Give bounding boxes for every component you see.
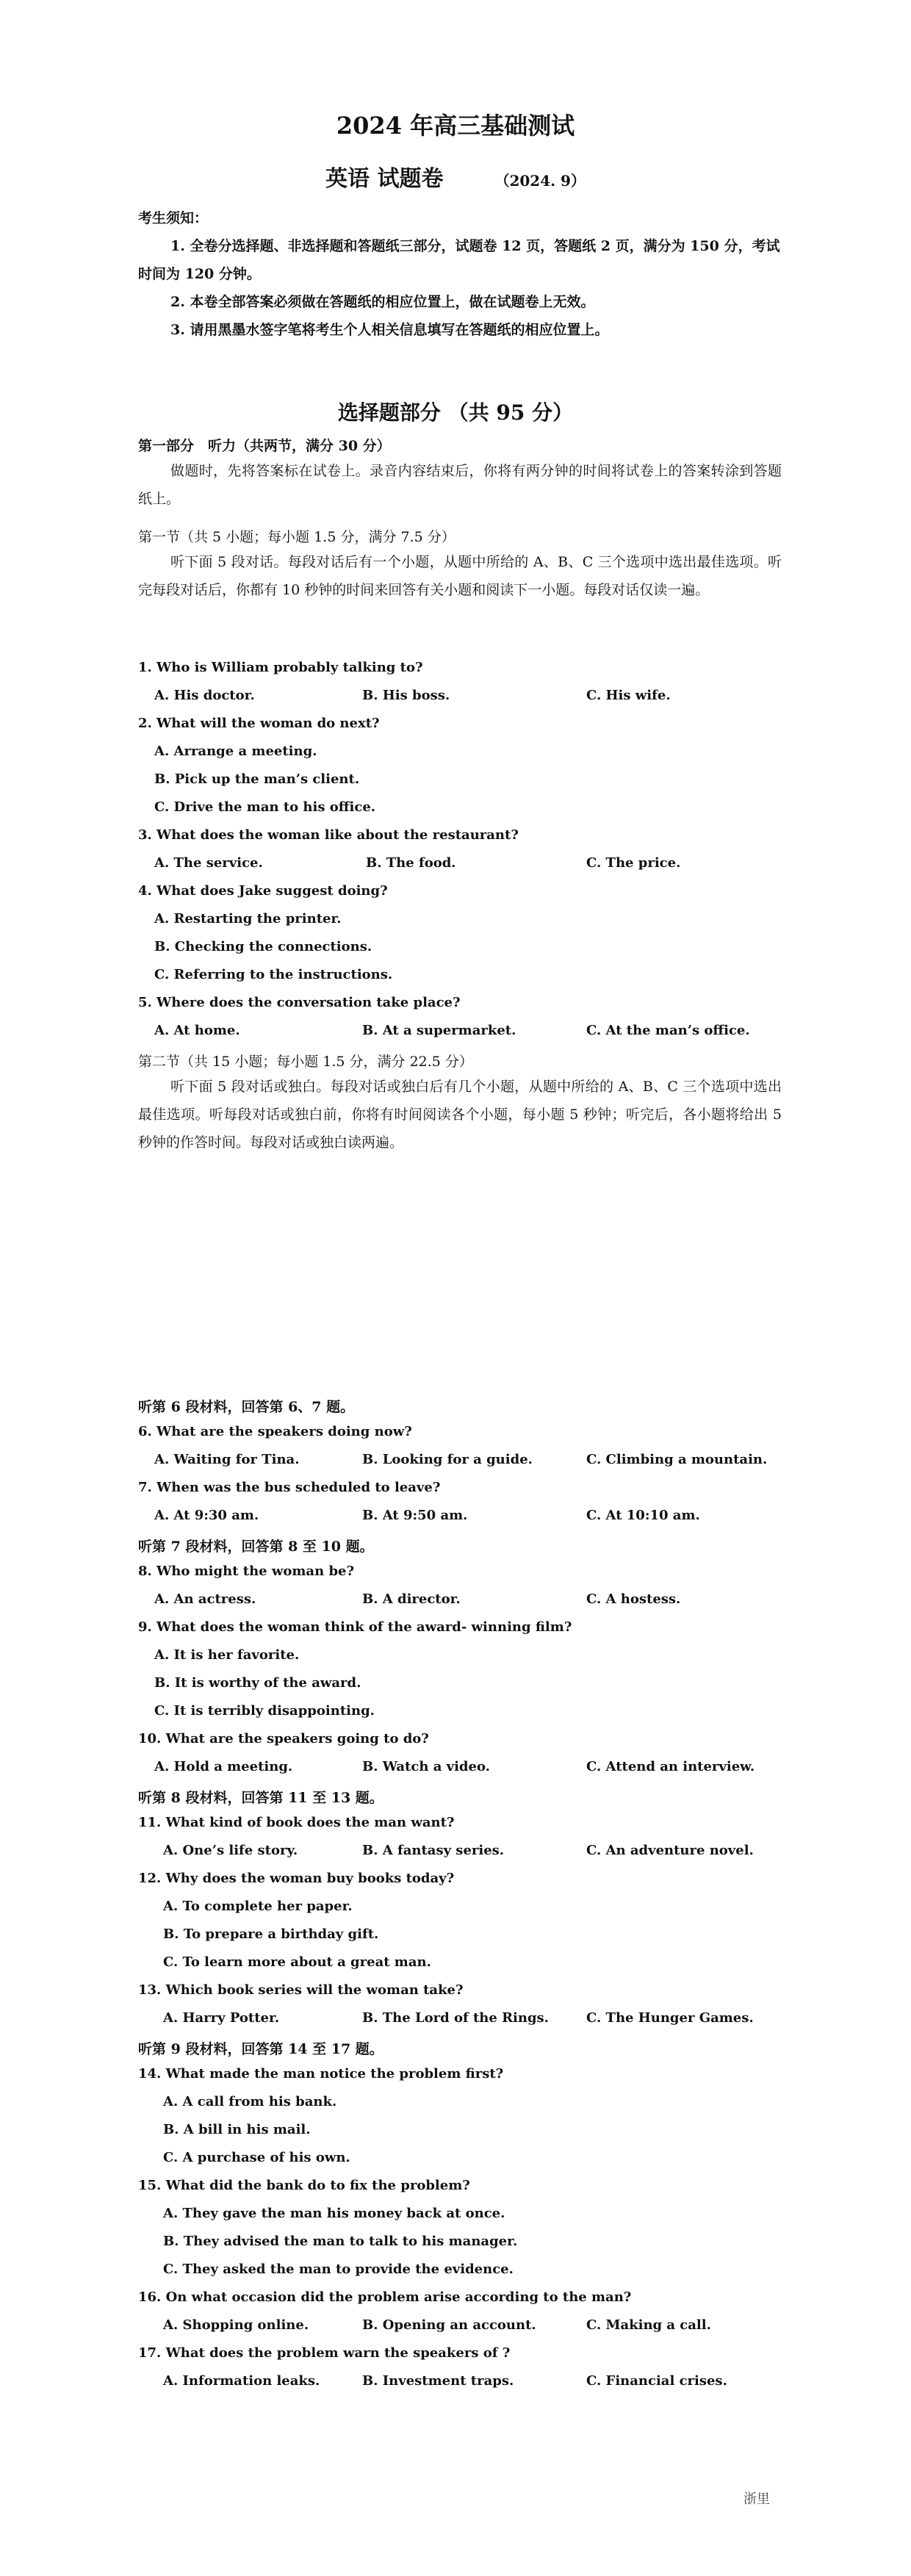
sec2-heading: 第二节（共 15 小题；每小题 1.5 分，满分 22.5 分）: [138, 1054, 473, 1070]
q9-option-c: C. It is terribly disappointing.: [154, 1703, 375, 1719]
part1-heading: 第一部分 听力（共两节，满分 30 分）: [138, 438, 391, 454]
question-9: 9. What does the woman think of the award- winning film?: [138, 1619, 572, 1635]
q1-option-b: B. His boss.: [362, 688, 450, 703]
question-14: 14. What made the man notice the problem first?: [138, 2066, 504, 2082]
q4-option-c: C. Referring to the instructions.: [154, 967, 393, 982]
notice-item-1: 1. 全卷分选择题、非选择题和答题纸三部分，试题卷 12 页，答题纸 2 页，满分为 150 分，考试时间为 120 分钟。: [138, 238, 780, 282]
q6-option-c: C. Climbing a mountain.: [586, 1452, 768, 1467]
q14-option-c: C. A purchase of his own.: [163, 2150, 350, 2165]
section-title: 选择题部分 （共 95 分）: [337, 400, 574, 425]
q5-option-b: B. At a supermarket.: [362, 1023, 516, 1038]
q14-option-b: B. A bill in his mail.: [163, 2122, 311, 2137]
q3-option-b: B. The food.: [366, 855, 456, 871]
q9-option-a: A. It is her favorite.: [154, 1647, 300, 1663]
q9-option-b: B. It is worthy of the award.: [154, 1675, 361, 1691]
q12-option-c: C. To learn more about a great man.: [163, 1954, 431, 1970]
question-5: 5. Where does the conversation take place?: [138, 995, 461, 1010]
q2-option-b: B. Pick up the man’s client.: [154, 771, 360, 787]
q15-option-b: B. They advised the man to talk to his manager.: [163, 2234, 518, 2249]
q5-option-a: A. At home.: [154, 1023, 240, 1038]
q7-option-c: C. At 10:10 am.: [586, 1508, 700, 1523]
sec2-intro: 听下面 5 段对话或独白。每段对话或独白后有几个小题，从题中所给的 A、B、C 三个选项中选出最佳选项。听每段对话或独白前，你将有时间阅读各个小题，每小题 5 秒钟；听完后，各小题将给出 5 秒钟的作答时间。每段对话或独白读两遍。: [138, 1079, 782, 1151]
question-12: 12. Why does the woman buy books today?: [138, 1871, 455, 1886]
exam-subtitle: 英语 试题卷: [325, 166, 444, 192]
q8-option-c: C. A hostess.: [586, 1591, 681, 1607]
question-6: 6. What are the speakers doing now?: [138, 1424, 412, 1439]
q7-option-b: B. At 9:50 am.: [362, 1508, 468, 1523]
q16-option-b: B. Opening an account.: [362, 2317, 536, 2333]
q2-option-c: C. Drive the man to his office.: [154, 799, 376, 815]
page-footer: 浙里: [743, 2492, 770, 2507]
q17-option-a: A. Information leaks.: [163, 2373, 320, 2389]
question-1: 1. Who is William probably talking to?: [138, 660, 423, 675]
q13-option-b: B. The Lord of the Rings.: [362, 2010, 549, 2026]
q10-option-a: A. Hold a meeting.: [154, 1759, 293, 1774]
q7-option-a: A. At 9:30 am.: [154, 1508, 259, 1523]
q4-option-b: B. Checking the connections.: [154, 939, 372, 954]
exam-date: （2024. 9）: [494, 172, 586, 190]
q10-option-c: C. Attend an interview.: [586, 1759, 755, 1774]
q4-option-a: A. Restarting the printer.: [154, 911, 342, 927]
notice-heading: 考生须知：: [138, 210, 209, 226]
material-7: 听第 7 段材料，回答第 8 至 10 题。: [138, 1539, 374, 1555]
q17-option-b: B. Investment traps.: [362, 2373, 514, 2389]
q13-option-c: C. The Hunger Games.: [586, 2010, 754, 2026]
q15-option-a: A. They gave the man his money back at once.: [163, 2206, 505, 2221]
q6-option-a: A. Waiting for Tina.: [154, 1452, 300, 1467]
question-7: 7. When was the bus scheduled to leave?: [138, 1480, 441, 1495]
q6-option-b: B. Looking for a guide.: [362, 1452, 533, 1467]
q3-option-c: C. The price.: [586, 855, 681, 871]
question-3: 3. What does the woman like about the restaurant?: [138, 827, 519, 843]
question-13: 13. Which book series will the woman take?: [138, 1982, 464, 1998]
exam-subtitle-row: [0, 160, 911, 193]
q11-option-b: B. A fantasy series.: [362, 1843, 505, 1858]
q3-option-a: A. The service.: [154, 855, 263, 871]
q11-option-c: C. An adventure novel.: [586, 1843, 754, 1858]
notice-item-3: 3. 请用黑墨水签字笔将考生个人相关信息填写在答题纸的相应位置上。: [170, 322, 609, 338]
question-2: 2. What will the woman do next?: [138, 716, 380, 731]
material-9: 听第 9 段材料，回答第 14 至 17 题。: [138, 2041, 384, 2057]
q16-option-c: C. Making a call.: [586, 2317, 711, 2333]
q15-option-c: C. They asked the man to provide the evidence.: [163, 2262, 514, 2277]
q10-option-b: B. Watch a video.: [362, 1759, 490, 1774]
q1-option-c: C. His wife.: [586, 688, 671, 703]
part1-intro: 做题时，先将答案标在试卷上。录音内容结束后，你将有两分钟的时间将试卷上的答案转涂到答题纸上。: [138, 463, 782, 507]
q14-option-a: A. A call from his bank.: [163, 2094, 337, 2109]
q1-option-a: A. His doctor.: [154, 688, 255, 703]
q13-option-a: A. Harry Potter.: [163, 2010, 280, 2026]
q5-option-c: C. At the man’s office.: [586, 1023, 750, 1038]
question-11: 11. What kind of book does the man want?: [138, 1815, 455, 1830]
q8-option-a: A. An actress.: [154, 1591, 256, 1607]
material-6: 听第 6 段材料，回答第 6、7 题。: [138, 1399, 355, 1415]
sec1-intro: 听下面 5 段对话。每段对话后有一个小题，从题中所给的 A、B、C 三个选项中选出最佳选项。听完每段对话后，你都有 10 秒钟的时间来回答有关小题和阅读下一小题。每段对话仅读一遍。: [138, 554, 782, 598]
q17-option-c: C. Financial crises.: [586, 2373, 727, 2389]
q12-option-b: B. To prepare a birthday gift.: [163, 1926, 379, 1942]
q8-option-b: B. A director.: [362, 1591, 461, 1607]
sec1-heading: 第一节（共 5 小题；每小题 1.5 分，满分 7.5 分）: [138, 529, 455, 545]
q11-option-a: A. One’s life story.: [163, 1843, 298, 1858]
q2-option-a: A. Arrange a meeting.: [154, 744, 317, 759]
question-16: 16. On what occasion did the problem arise according to the man?: [138, 2289, 632, 2305]
notice-item-2: 2. 本卷全部答案必须做在答题纸的相应位置上，做在试题卷上无效。: [170, 294, 595, 310]
question-10: 10. What are the speakers going to do?: [138, 1731, 429, 1746]
q12-option-a: A. To complete her paper.: [163, 1899, 353, 1914]
material-8: 听第 8 段材料，回答第 11 至 13 题。: [138, 1790, 384, 1806]
question-17: 17. What does the problem warn the speakers of ?: [138, 2345, 511, 2361]
question-4: 4. What does Jake suggest doing?: [138, 883, 388, 899]
question-8: 8. Who might the woman be?: [138, 1564, 355, 1579]
exam-title: 2024 年高三基础测试: [336, 112, 575, 140]
q16-option-a: A. Shopping online.: [163, 2317, 309, 2333]
question-15: 15. What did the bank do to fix the problem?: [138, 2178, 470, 2193]
